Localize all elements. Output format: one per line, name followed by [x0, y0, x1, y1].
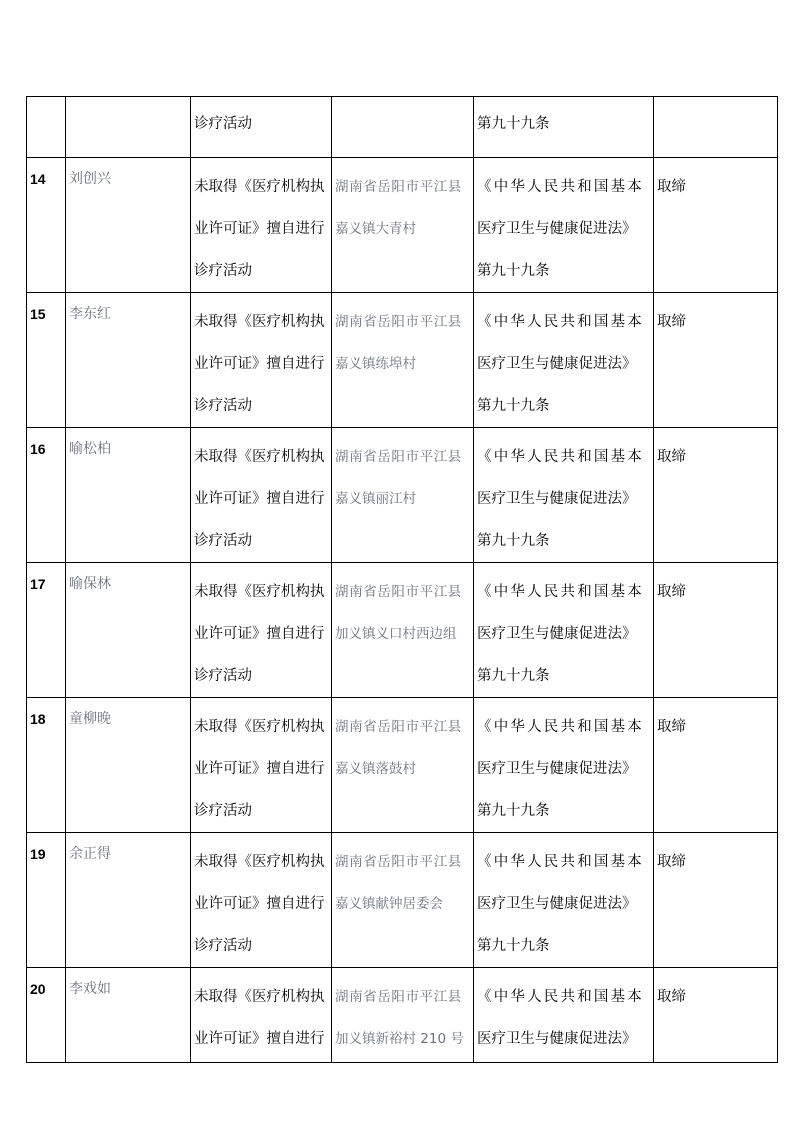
cell-violation [191, 97, 332, 158]
legal-basis-line: 医疗卫生与健康促进法》 [477, 1031, 637, 1047]
table-row [27, 698, 778, 833]
legal-basis-line: 《中华人民共和国基本 [477, 449, 644, 465]
cell-number: 17 [27, 563, 66, 698]
cell-number: 20 [27, 968, 66, 1063]
table-row [27, 158, 778, 293]
violation-line: 诊疗活动 [194, 938, 252, 954]
address-line: 加义镇新裕村 210 号 [335, 1031, 464, 1047]
cell-address [332, 428, 474, 563]
cell-penalty: 取缔 [654, 158, 778, 293]
violation-line: 诊疗活动 [194, 668, 252, 684]
violation-line: 业许可证》擅自进行 [194, 761, 325, 777]
cell-address [332, 97, 474, 158]
violation-line: 业许可证》擅自进行 [194, 356, 325, 372]
violation-line: 诊疗活动 [194, 116, 252, 132]
table-row [27, 968, 778, 1063]
violation-line: 诊疗活动 [194, 533, 252, 549]
cell-address [332, 563, 474, 698]
cell-address [332, 158, 474, 293]
cell-number: 19 [27, 833, 66, 968]
legal-basis-line: 医疗卫生与健康促进法》 [477, 221, 637, 237]
cell-legal-basis [474, 698, 654, 833]
legal-basis-line: 第九十九条 [477, 668, 550, 684]
violation-line: 未取得《医疗机构执 [194, 179, 325, 195]
cell-legal-basis [474, 293, 654, 428]
cell-number: 15 [27, 293, 66, 428]
cell-name: 李东红 [66, 293, 191, 428]
cell-penalty [654, 97, 778, 158]
address-line: 嘉义镇落鼓村 [335, 761, 416, 777]
cell-penalty: 取缔 [654, 293, 778, 428]
cell-name [66, 97, 191, 158]
table-row-continued [27, 97, 778, 158]
violation-line: 未取得《医疗机构执 [194, 719, 325, 735]
address-line: 湖南省岳阳市平江县 [335, 449, 462, 465]
address-line: 湖南省岳阳市平江县 [335, 179, 462, 195]
cell-violation [191, 833, 332, 968]
legal-basis-line: 第九十九条 [477, 116, 550, 132]
legal-basis-line: 第九十九条 [477, 803, 550, 819]
cell-number [27, 97, 66, 158]
cell-number: 16 [27, 428, 66, 563]
legal-basis-line: 医疗卫生与健康促进法》 [477, 761, 637, 777]
legal-basis-line: 《中华人民共和国基本 [477, 719, 644, 735]
cell-name: 李戏如 [66, 968, 191, 1063]
legal-basis-line: 医疗卫生与健康促进法》 [477, 626, 637, 642]
legal-basis-line: 《中华人民共和国基本 [477, 854, 644, 870]
cell-legal-basis [474, 97, 654, 158]
cell-legal-basis [474, 968, 654, 1063]
cell-name: 余正得 [66, 833, 191, 968]
address-line: 嘉义镇丽江村 [335, 491, 416, 507]
table-row [27, 833, 778, 968]
cell-violation [191, 293, 332, 428]
violation-line: 未取得《医疗机构执 [194, 449, 325, 465]
cell-violation [191, 698, 332, 833]
table-body [27, 97, 778, 1063]
address-line: 嘉义镇练埠村 [335, 356, 416, 372]
violation-line: 未取得《医疗机构执 [194, 314, 325, 330]
address-line: 湖南省岳阳市平江县 [335, 314, 462, 330]
cell-violation [191, 563, 332, 698]
violation-line: 业许可证》擅自进行 [194, 1031, 325, 1047]
cell-penalty: 取缔 [654, 563, 778, 698]
address-line: 嘉义镇大青村 [335, 221, 416, 237]
table-row [27, 293, 778, 428]
address-line: 湖南省岳阳市平江县 [335, 584, 462, 600]
legal-basis-line: 医疗卫生与健康促进法》 [477, 356, 637, 372]
violation-line: 未取得《医疗机构执 [194, 854, 325, 870]
cell-legal-basis [474, 428, 654, 563]
cell-number: 14 [27, 158, 66, 293]
address-line: 嘉义镇献钟居委会 [335, 896, 443, 912]
violation-line: 业许可证》擅自进行 [194, 896, 325, 912]
cell-violation [191, 968, 332, 1063]
cell-address [332, 833, 474, 968]
cell-name: 喻保林 [66, 563, 191, 698]
cell-penalty: 取缔 [654, 428, 778, 563]
violation-line: 诊疗活动 [194, 803, 252, 819]
cell-name: 童柳晚 [66, 698, 191, 833]
address-line: 湖南省岳阳市平江县 [335, 719, 462, 735]
cell-legal-basis [474, 833, 654, 968]
legal-basis-line: 医疗卫生与健康促进法》 [477, 896, 637, 912]
cell-legal-basis [474, 158, 654, 293]
legal-basis-line: 《中华人民共和国基本 [477, 989, 644, 1005]
violation-line: 未取得《医疗机构执 [194, 584, 325, 600]
cell-address [332, 968, 474, 1063]
cell-address [332, 293, 474, 428]
cell-violation [191, 428, 332, 563]
legal-basis-line: 第九十九条 [477, 263, 550, 279]
penalty-records-table [26, 96, 778, 1063]
cell-penalty: 取缔 [654, 968, 778, 1063]
address-line: 湖南省岳阳市平江县 [335, 989, 462, 1005]
cell-name: 喻松柏 [66, 428, 191, 563]
address-line: 湖南省岳阳市平江县 [335, 854, 462, 870]
violation-line: 诊疗活动 [194, 263, 252, 279]
violation-line: 业许可证》擅自进行 [194, 491, 325, 507]
cell-violation [191, 158, 332, 293]
violation-line: 业许可证》擅自进行 [194, 626, 325, 642]
cell-penalty: 取缔 [654, 833, 778, 968]
table-row [27, 428, 778, 563]
cell-address [332, 698, 474, 833]
legal-basis-line: 第九十九条 [477, 533, 550, 549]
cell-penalty: 取缔 [654, 698, 778, 833]
violation-line: 未取得《医疗机构执 [194, 989, 325, 1005]
legal-basis-line: 医疗卫生与健康促进法》 [477, 491, 637, 507]
legal-basis-line: 《中华人民共和国基本 [477, 314, 644, 330]
legal-basis-line: 《中华人民共和国基本 [477, 584, 644, 600]
legal-basis-line: 第九十九条 [477, 398, 550, 414]
address-line: 加义镇义口村西边组 [335, 626, 457, 642]
cell-name: 刘创兴 [66, 158, 191, 293]
legal-basis-line: 第九十九条 [477, 938, 550, 954]
legal-basis-line: 《中华人民共和国基本 [477, 179, 644, 195]
violation-line: 业许可证》擅自进行 [194, 221, 325, 237]
cell-legal-basis [474, 563, 654, 698]
table-row [27, 563, 778, 698]
cell-number: 18 [27, 698, 66, 833]
violation-line: 诊疗活动 [194, 398, 252, 414]
